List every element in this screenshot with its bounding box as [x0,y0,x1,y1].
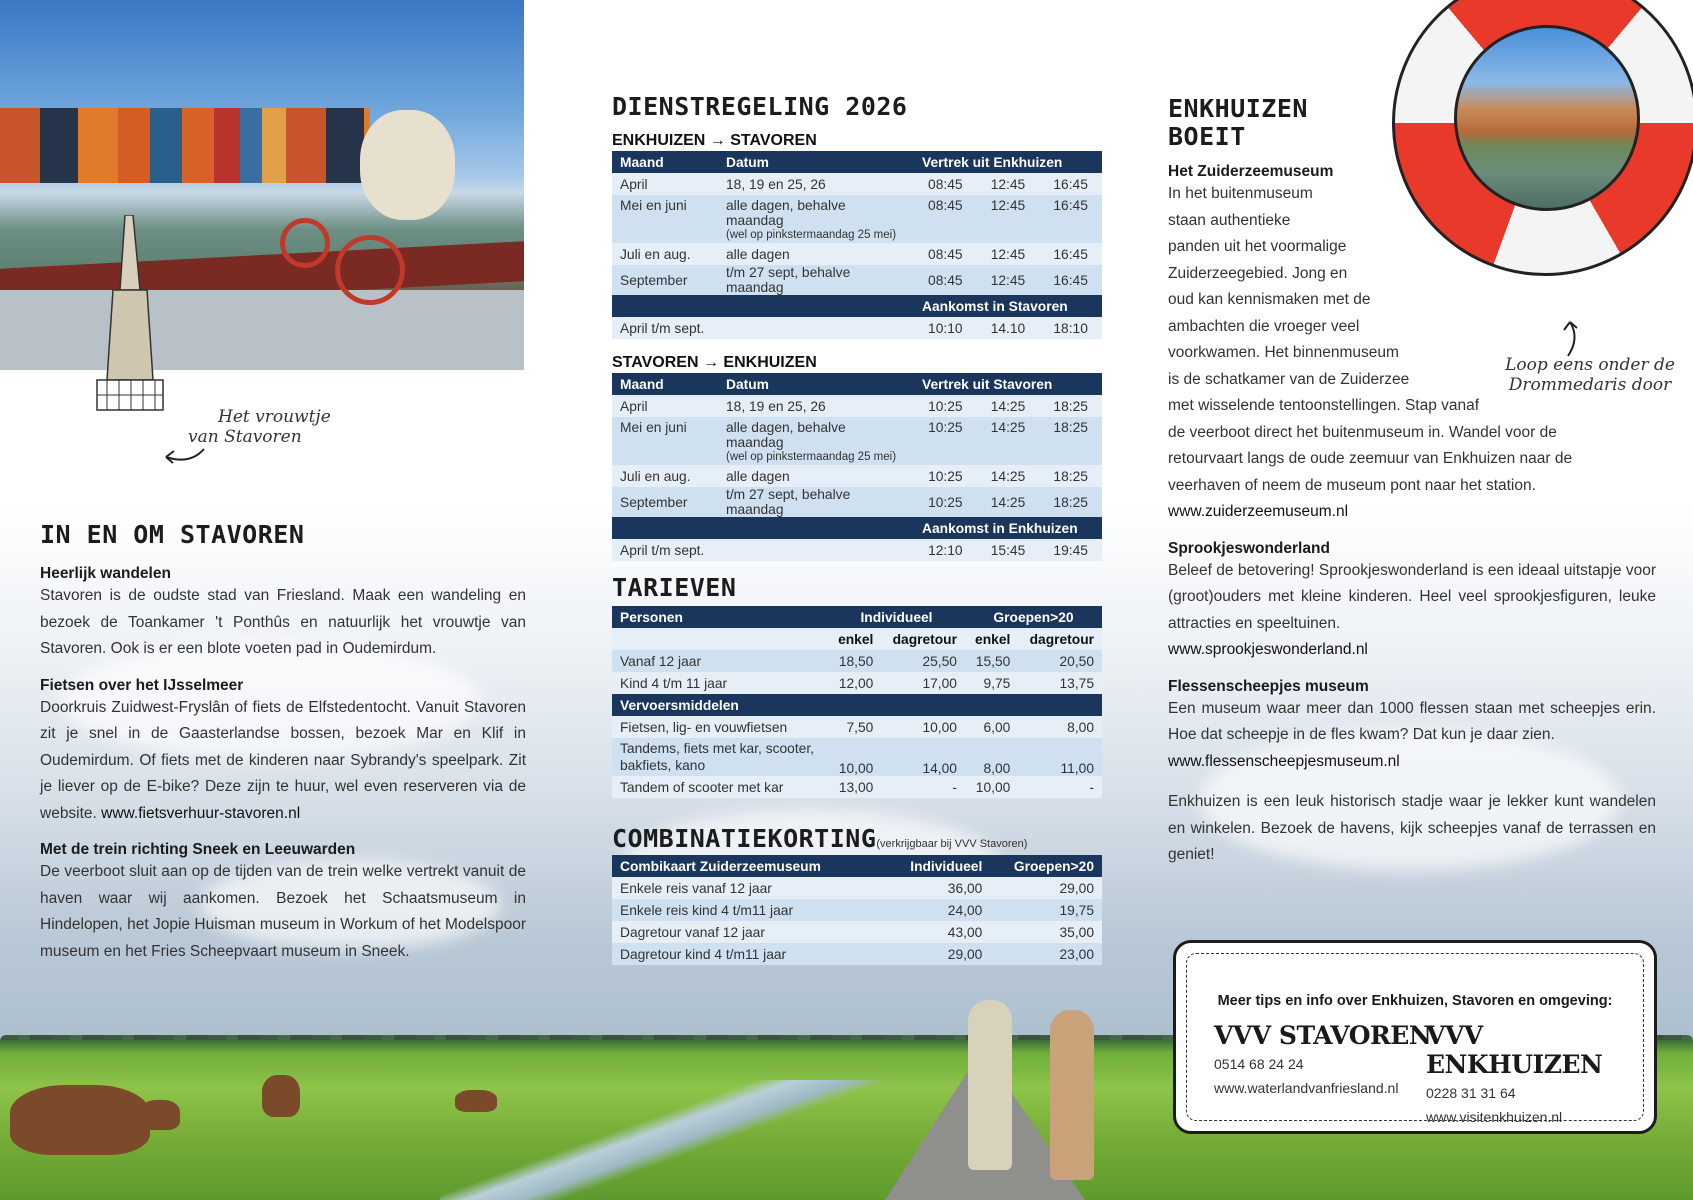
table-row: April t/m sept. 12:10 15:45 19:45 [612,539,1102,561]
route-label: STAVOREN → ENKHUIZEN [612,354,817,371]
table-row: April 18, 19 en 25, 26 08:45 12:45 16:45 [612,173,1102,195]
table-row: Enkele reis kind 4 t/m11 jaar 24,00 19,75 [612,899,1102,921]
sprookjeswonderland-section [1168,540,1656,664]
timetable-column [612,92,1102,965]
combi-subtitle: (verkrijgbaar bij VVV Stavoren) [876,838,1028,850]
table-row: Fietsen, lig- en vouwfietsen 7,50 10,00 6,00 8,00 [612,716,1102,738]
table-row: September t/m 27 sept, behalve maandag 08:45 12:45 16:45 [612,265,1102,295]
colorful-houses [0,108,370,183]
cow-icon [262,1075,300,1117]
website-link[interactable]: www.flessenscheepjesmuseum.nl [1168,752,1400,770]
winch-wheel-icon [335,235,405,305]
closing-text: Enkhuizen is een leuk historisch stadje waar je lekker kunt wandelen en winkelen. Bezoek de havens, kijk scheepjes vanaf de terrassen en geniet! [1168,793,1656,863]
section-heading: Met de trein richting Sneek en Leeuwarden [40,841,356,858]
table-row: Juli en aug. alle dagen 08:45 12:45 16:45 [612,243,1102,265]
combi-heading [612,824,1102,853]
section-text: Beleef de betovering! Sprookjeswonderland is een ideaal uitstapje voor (groot)ouders met kleine kinderen. Heel veel sprookjesfiguren, leuke attracties en speeltuinen. [1168,561,1656,632]
harbor-photo [0,0,524,370]
train-section [40,841,526,965]
website-link[interactable]: www.sprookjeswonderland.nl [1168,641,1368,658]
phone-number: 0228 31 31 64 [1426,1085,1516,1101]
section-text: Een museum waar meer dan 1000 flessen staan met scheepjes erin. Hoe dat scheepje in de fles kwam? Dat kun je daar zien. [1168,699,1656,743]
cow-icon [10,1085,150,1155]
route-label: ENKHUIZEN → STAVOREN [612,132,817,149]
section-title: IN EN OM STAVOREN [40,520,305,549]
section-heading: Sprookjeswonderland [1168,539,1330,557]
info-lead: Meer tips en info over Enkhuizen, Stavoren en omgeving: [1217,993,1613,1009]
rolled-sail [360,110,455,220]
cow-icon [140,1100,180,1130]
section-heading: Flessenscheepjes museum [1168,677,1369,695]
cyclist-icon [1050,1010,1094,1180]
tariffs-table: Personen Individueel Groepen>20 enkel dagretour enkel dagretour Vanaf 12 jaar 18,50 25,50 15,50 20,50 Kind 4 t/m 11 jaar 12,00 17,00 9,75 13,75 Vervoersmiddelen Fietsen, lig- en vouwfietsen 7,50 10,00 6,00 8,00 Tandems, fiets met kar, scooter, bakfiets, kano 10,00 14,00 8,00 11,00 Tandem of scooter met kar 13,00 - 10,00 - [612,606,1102,798]
timetable-stavoren-enkhuizen: Maand Datum Vertrek uit Stavoren April 18, 19 en 25, 26 10:25 14:25 18:25 Mei en juni alle dagen, behalve maandag (wel op pinkstermaandag 25 mei) 10:25 14:25 18:25 Juli en aug. alle dagen 10:25 14:25 18:25 September t/m 27 sept, behalve maandag 10:25 14:25 18:25 Aankomst in Enkhuizen April t/m sept. 12:10 15:45 19:45 [612,373,1102,561]
flessenscheepjes-section [1168,678,1656,776]
vvv-enkhuizen: VVV ENKHUIZEN 0228 31 31 64 www.visitenkhuizen.nl [1426,1021,1654,1125]
table-row: April 18, 19 en 25, 26 10:25 14:25 18:25 [612,395,1102,417]
stavoren-column [40,520,526,979]
table-row: Kind 4 t/m 11 jaar 12,00 17,00 9,75 13,75 [612,672,1102,694]
winch-wheel-icon [280,218,330,268]
table-row: Dagretour vanaf 12 jaar 43,00 35,00 [612,921,1102,943]
vvv-info-box [1173,940,1657,1134]
vvv-stavoren: VVV STAVOREN 0514 68 24 24 www.waterlandvanfriesland.nl [1214,1021,1432,1096]
phone-number: 0514 68 24 24 [1214,1056,1304,1072]
table-row: September t/m 27 sept, behalve maandag 10:25 14:25 18:25 [612,487,1102,517]
walking-section [40,565,526,663]
table-row: Juli en aug. alle dagen 10:25 14:25 18:25 [612,465,1102,487]
table-row: April t/m sept. 10:10 14.10 18:10 [612,317,1102,339]
combi-table: Combikaart Zuiderzeemuseum Individueel Groepen>20 Enkele reis vanaf 12 jaar 36,00 29,00 Enkele reis kind 4 t/m11 jaar 24,00 19,75 Dagretour vanaf 12 jaar 43,00 35,00 Dagretour kind 4 t/m11 jaar 29,00 23,00 [612,855,1102,965]
cyclist-icon [968,1000,1012,1170]
enkhuizen-column [1168,95,1656,869]
table-row: Vanaf 12 jaar 18,50 25,50 15,50 20,50 [612,650,1102,672]
zuiderzeemuseum-section [1168,163,1656,526]
table-row: Tandem of scooter met kar 13,00 - 10,00 - [612,776,1102,798]
website-link[interactable]: www.visitenkhuizen.nl [1426,1109,1563,1125]
section-text: In het buitenmuseum staan authentieke panden uit het voormalige Zuiderzeegebied. Jong en oud kan kennismaken met de ambachten die vroeger veel voorkwamen. Het binnenmuseum is de schatkamer van de Zuiderzee met wisselende tentoonstellingen. Stap vanaf de veerboot direct het buitenmuseum in. Wandel voor de retourvaart langs de oude zeemuur van Enkhuizen naar de veerhaven of neem de museum pont naar het station. www.zuiderzeemuseum.nl [1168,181,1656,526]
table-row: Dagretour kind 4 t/m11 jaar 29,00 23,00 [612,943,1102,965]
statue-caption: Het vrouwtje van Stavoren [188,407,331,447]
timetable-enkhuizen-stavoren: Maand Datum Vertrek uit Enkhuizen April 18, 19 en 25, 26 08:45 12:45 16:45 Mei en juni alle dagen, behalve maandag (wel op pinkstermaandag 25 mei) 08:45 12:45 16:45 Juli en aug. alle dagen 08:45 12:45 16:45 September t/m 27 sept, behalve maandag 08:45 12:45 16:45 Aankomst in Stavoren April t/m sept. 10:10 14.10 18:10 [612,151,1102,339]
website-link[interactable]: www.waterlandvanfriesland.nl [1214,1080,1399,1096]
table-row: Enkele reis vanaf 12 jaar 36,00 29,00 [612,877,1102,899]
section-title: ENKHUIZEN BOEIT [1168,94,1308,151]
arrow-icon [160,445,208,467]
timetable-title: DIENSTREGELING 2026 [612,92,908,121]
tariffs-title: TARIEVEN [612,573,737,602]
website-link[interactable]: www.fietsverhuur-stavoren.nl [101,804,301,822]
cycling-section [40,677,526,828]
section-text: De veerboot sluit aan op de tijden van de trein welke vertrekt vanuit de haven waar wij aankomen. Bezoek het Schaatsmuseum in Hindelopen, het Jopie Huisman museum in Workum of het Modelspoor museum en het Fries Scheepvaart museum in Sneek. [40,863,526,960]
section-heading: Fietsen over het IJsselmeer [40,676,244,694]
combi-title: COMBINATIEKORTING [612,824,877,853]
table-row: Mei en juni alle dagen, behalve maandag (wel op pinkstermaandag 25 mei) 08:45 12:45 16:45 [612,195,1102,243]
section-text: Doorkruis Zuidwest-Fryslân of fiets de Elfstedentocht. Vanuit Stavoren zit je snel in de Gaasterlandse bossen, bezoek Mar en Klif in Oudemirdum. Of fiets met de kinderen naar Sybrandy's speelpark. Zit je liever op de E-bike? Deze zijn te huur, wel even reserveren via de website. [40,698,526,822]
ditch-water [440,1080,900,1200]
website-link[interactable]: www.zuiderzeemuseum.nl [1168,503,1349,520]
table-row: Tandems, fiets met kar, scooter, bakfiets, kano 10,00 14,00 8,00 11,00 [612,738,1102,776]
section-text: Stavoren is de oudste stad van Friesland. Maak een wandeling en bezoek de Toankamer 't Ponthûs en natuurlijk het vrouwtje van Stavoren. Ook is er een blote voeten pad in Oudemirdum. [40,587,526,657]
cow-icon [455,1090,497,1112]
section-heading: Het Zuiderzeemuseum [1168,163,1334,180]
statue-sketch-icon [95,215,165,415]
table-row: Mei en juni alle dagen, behalve maandag (wel op pinkstermaandag 25 mei) 10:25 14:25 18:25 [612,417,1102,465]
section-heading: Heerlijk wandelen [40,565,171,582]
buoy-caption: Loop eens onder de Drommedaris door [1505,355,1675,395]
